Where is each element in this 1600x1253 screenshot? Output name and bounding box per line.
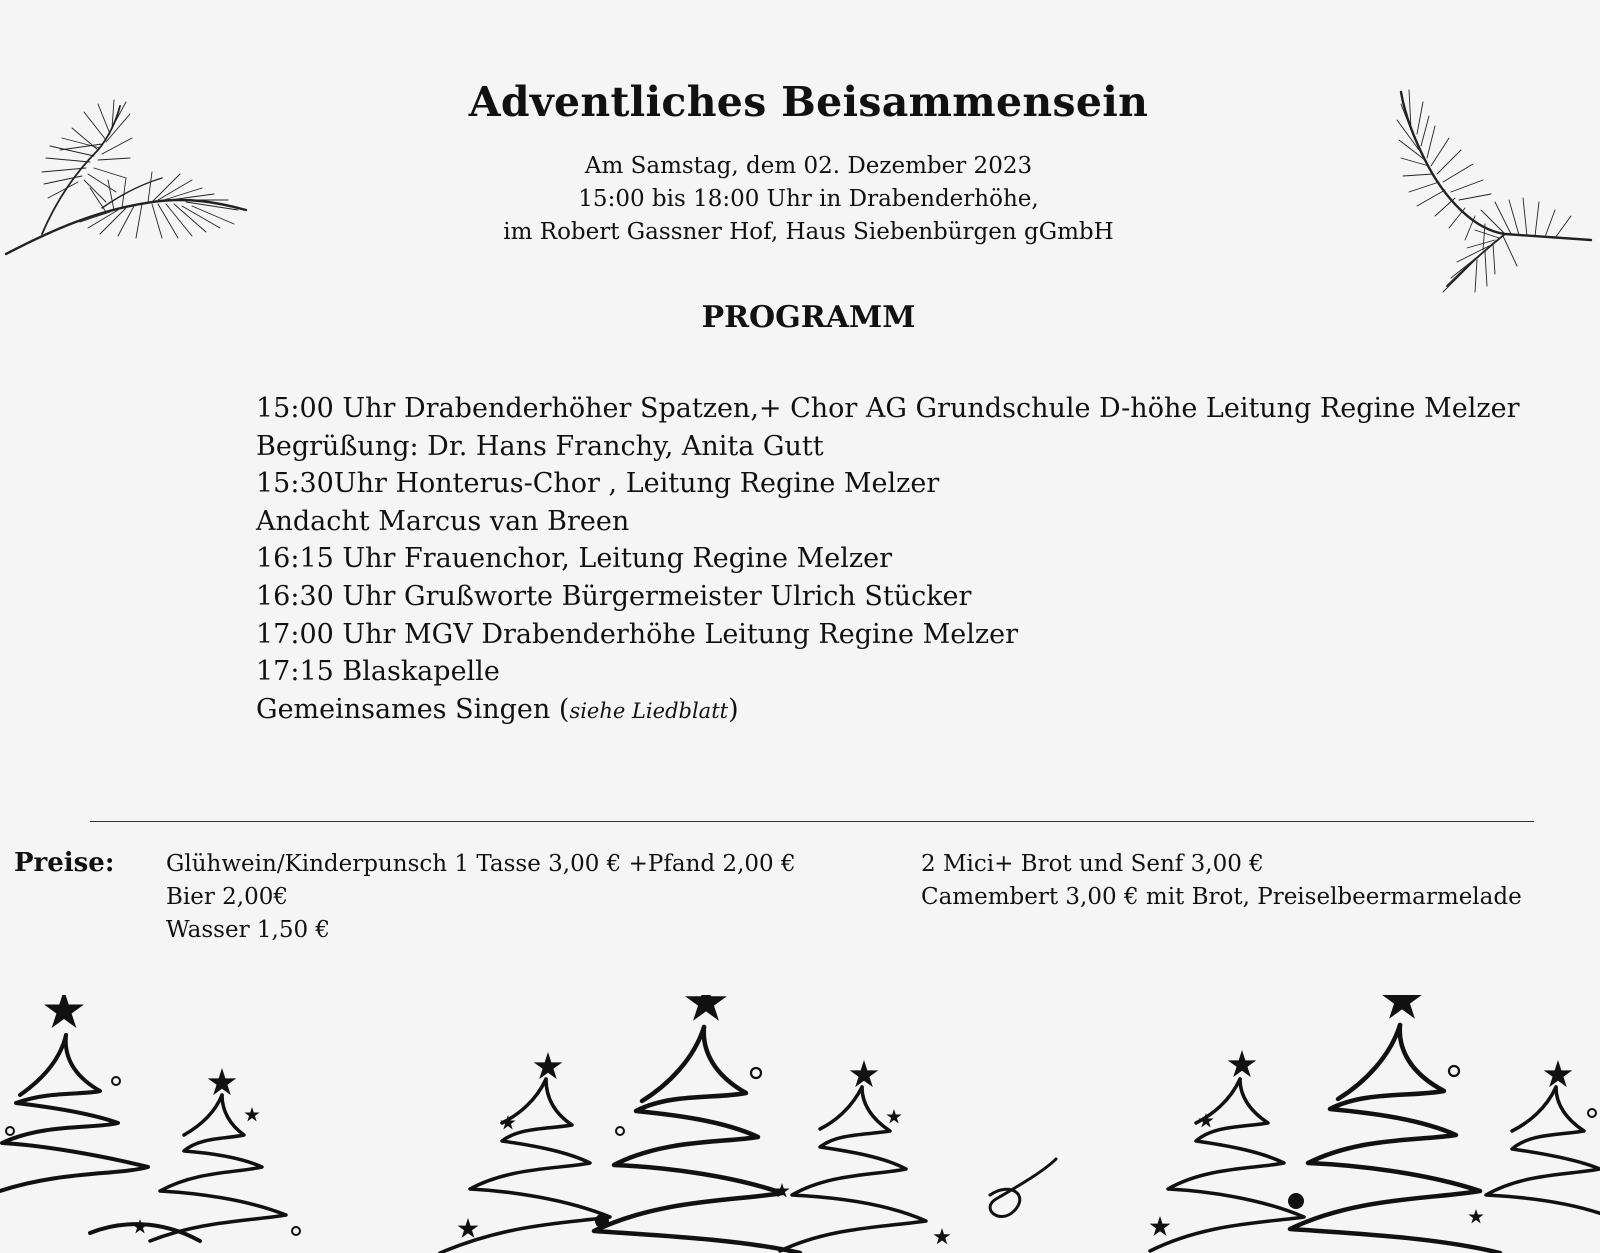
event-venue: im Robert Gassner Hof, Haus Siebenbürgen gGmbH — [503, 219, 1114, 245]
close-paren: ) — [728, 693, 739, 725]
price-item: Glühwein/Kinderpunsch 1 Tasse 3,00 € +Pfand 2,00 € — [166, 851, 796, 877]
tree-icon — [1150, 1079, 1304, 1251]
price-item: Camembert 3,00 € mit Brot, Preiselbeermarmelade — [921, 884, 1522, 910]
event-time-location: 15:00 bis 18:00 Uhr in Drabenderhöhe, — [578, 186, 1039, 212]
event-title: Adventliches Beisammensein — [468, 78, 1149, 126]
event-info — [0, 150, 1600, 249]
christmas-trees-illustration — [0, 995, 1600, 1253]
program-heading: PROGRAMM — [701, 300, 916, 335]
prices-label: Preise: — [14, 848, 115, 878]
program-item: 15:00 Uhr Drabenderhöher Spatzen,+ Chor AG Grundschule D-höhe Leitung Regine Melzer — [256, 393, 1520, 424]
program-item-last — [256, 691, 1596, 731]
tree-icon — [780, 1087, 926, 1251]
program-list — [256, 390, 1596, 730]
tree-icon — [594, 1027, 800, 1253]
songsheet-note: siehe Liedblatt — [569, 698, 729, 723]
tree-icon — [1290, 1025, 1500, 1253]
program-item: 17:00 Uhr MGV Drabenderhöhe Leitung Regine Melzer — [256, 618, 1018, 650]
price-item: Bier 2,00€ — [166, 884, 289, 910]
tree-icon — [1486, 1087, 1600, 1221]
program-item: Begrüßung: Dr. Hans Franchy, Anita Gutt — [256, 430, 824, 462]
program-item: Andacht Marcus van Breen — [256, 505, 630, 537]
section-divider — [90, 821, 1534, 822]
tree-icon — [150, 1095, 286, 1241]
program-item: 15:30Uhr Honterus-Chor , Leitung Regine Melzer — [256, 468, 940, 500]
program-item: 16:15 Uhr Frauenchor, Leitung Regine Melzer — [256, 543, 892, 575]
program-item: 17:15 Blaskapelle — [256, 656, 500, 688]
prices-right-column — [921, 848, 1522, 914]
open-paren: ( — [558, 693, 570, 725]
program-item-text: Gemeinsames Singen — [256, 693, 559, 725]
program-item: 16:30 Uhr Grußworte Bürgermeister Ulrich Stücker — [256, 580, 972, 612]
tree-icon — [0, 1035, 200, 1241]
price-item: Wasser 1,50 € — [166, 917, 331, 943]
event-date: Am Samstag, dem 02. Dezember 2023 — [584, 153, 1033, 179]
price-item: 2 Mici+ Brot und Senf 3,00 € — [921, 851, 1264, 877]
prices-left-column — [166, 848, 796, 947]
